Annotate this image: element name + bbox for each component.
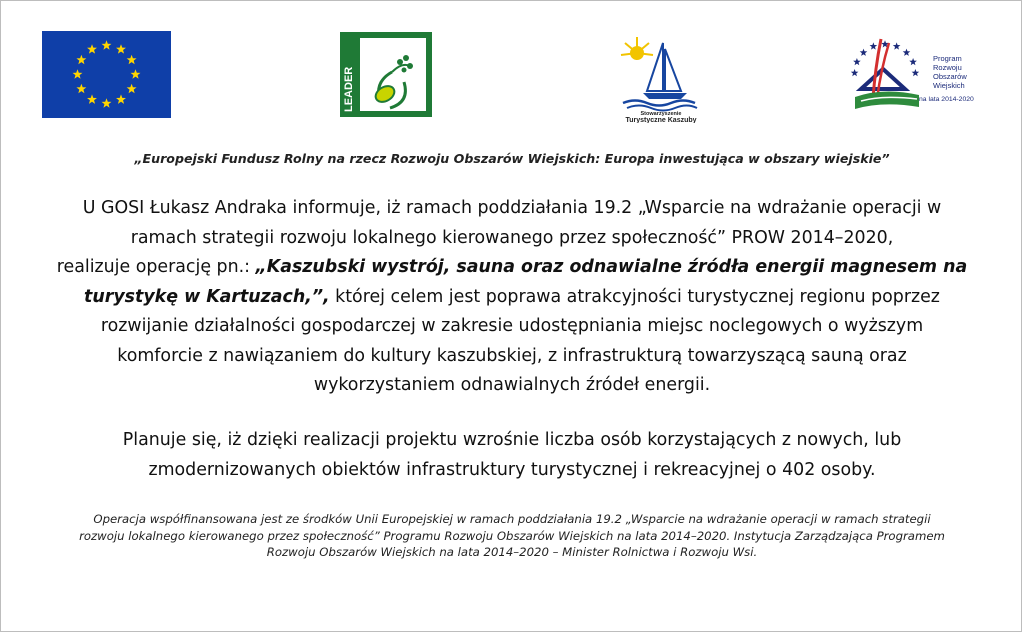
plan-line-2: zmodernizowanych obiektów infrastruktury turystycznej i rekreacyjnej o 402 osoby. [148,459,876,480]
prow-star-icon [912,69,920,76]
lgd-text-line2: Turystyczne Kaszuby [625,117,697,123]
body-line-4-rest: której celem jest poprawa atrakcyjności turystycznej regionu poprzez [329,286,940,307]
eu-flag-logo [42,31,171,118]
prow-text-line2: Rozwoju [933,63,962,72]
project-title-part-2: turystykę w Kartuzach,”, [84,286,330,307]
prow-star-icon [853,58,861,65]
body-line-1: U GOSI Łukasz Andraka informuje, iż ramach poddziałania 19.2 „Wsparcie na wdrażanie operacji w [82,198,942,218]
body-line-5: rozwijanie działalności gospodarczej w zakresie udostępniania miejsc noclegowych o wyższym [100,316,924,336]
announcement-body [1,194,1023,401]
prow-text-line5: na lata 2014-2020 [919,96,974,103]
footer-line-1: Operacja współfinansowana jest ze środków Unii Europejskiej w ramach poddziałania 19.2 „Wsparcie na wdrażanie operacji w ramach strategii [93,512,931,526]
project-title-part-1: „Kaszubski wystrój, sauna oraz odnawialne źródła energii magnesem na [255,257,968,277]
prow-star-icon [851,69,859,76]
prow-star-icon [860,49,868,56]
prow-text-line4: Wiejskich [933,81,965,90]
body-line-3 [1,253,1023,283]
prow-star-icon [870,42,878,49]
prow-star-icon [903,49,911,56]
prow-text-line1: Program [933,54,962,63]
plan-paragraph [1,426,1023,485]
footer-line-2: rozwoju lokalnego kierowanego przez społeczność” Programu Rozwoju Obszarów Wiejskich na lata 2014–2020. Instytucja Zarządzająca Programem [79,528,945,543]
leader-logo-text: LEADER [343,66,355,112]
prow-text-line3: Obszarów [933,72,967,81]
turystyczne-kaszuby-logo [617,31,705,123]
body-line-7: wykorzystaniem odnawialnych źródeł energii. [313,375,711,395]
leader-logo [340,32,432,117]
prow-star-icon [893,42,901,49]
footer-line-3: Rozwoju Obszarów Wiejskich na lata 2014–2020 – Minister Rolnictwa i Rozwoju Wsi. [266,545,758,559]
lgd-text-line1: Stowarzyszenie [640,111,682,117]
body-line-2: ramach strategii rozwoju lokalnego kierowanego przez społeczność” PROW 2014–2020, [130,227,894,248]
body-line-3-prefix: realizuje operację pn.: [56,257,256,277]
body-line-4 [1,283,1023,313]
prow-logo [843,29,978,114]
plan-line-1: Planuje się, iż dzięki realizacji projektu wzrośnie liczba osób korzystających z nowych, lub [122,430,902,450]
cofinancing-footer [1,511,1023,561]
eafrd-motto: „Europejski Fundusz Rolny na rzecz Rozwoju Obszarów Wiejskich: Europa inwestująca w obszary wiejskie” [134,151,890,166]
prow-star-icon [909,58,917,65]
body-line-6: komforcie z nawiązaniem do kultury kaszubskiej, z infrastrukturą towarzyszącą sauną oraz [117,345,907,366]
